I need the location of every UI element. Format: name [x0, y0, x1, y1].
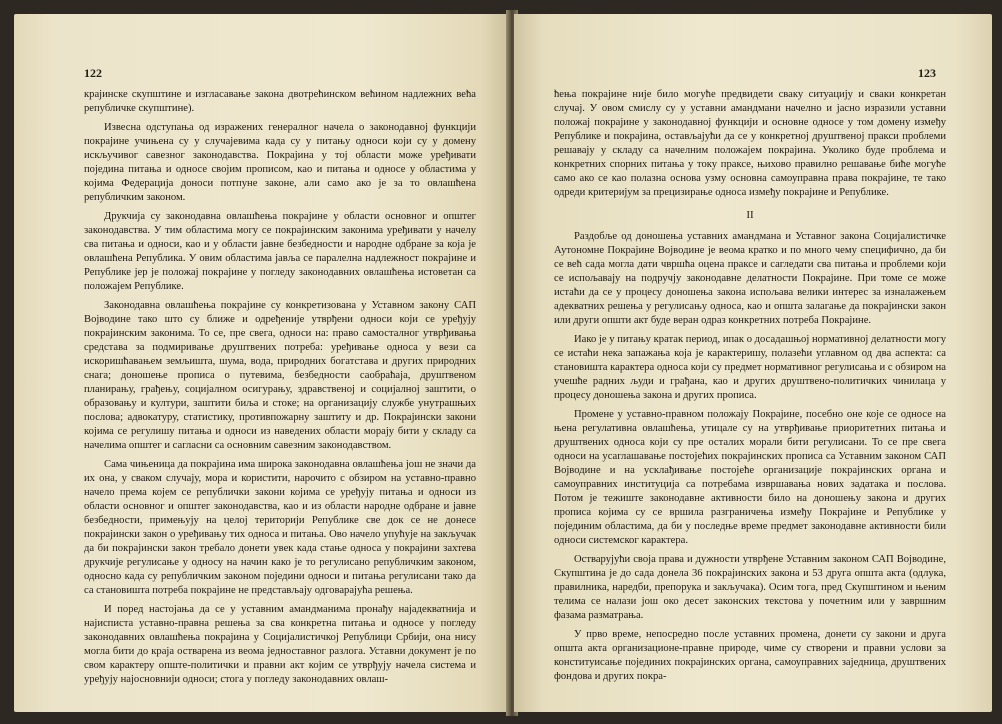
page-number: 122 — [84, 66, 102, 80]
left-page-text — [84, 88, 476, 692]
paragraph: Иако је у питању кратак период, ипак о досадашњој нормативној делатности могу се истаћи нека запажања која је карактеришу, полазећи углавном од два аспекта: са становишта карактера односа који су предмет нормативног регулисања и с обзиром на учешће радних људи и грађана, као и других друштвено-политичких чинилаца у процесу доношења закона и других прописа. — [554, 334, 946, 401]
page-number: 123 — [918, 66, 936, 80]
paragraph: Промене у уставно-правном положају Покрајине, посебно оне које се односе на њена регулативна овлашћења, утицале су на утврђивање приоритетних питања и друштвених односа који су пре осталих морали бити регулисани. То се пре свега односи на усаглашавање постојећих покрајинских прописа са Уставним законом САП Војводине и на усклађивање постојеће организације покрајинских органа и самоуправних институција са потребама извршавања нових задатака и послова. Потом је тежиште законодавне активности било на доношењу закона и других прописа којима су се вршила разграничења између Покрајине и Републике у појединим областима, да би у последње време предмет законодавне активности били односи системског карактера. — [554, 409, 946, 546]
paragraph: Друкчија су законодавна овлашћења покрајине у области основног и општег законодавства. У тим областима могу се покрајинским законима уређивати у начелу сва питања и односи, као и у области јавне безбедности и народне одбране за која је овлашћена Република. У овим областима јавља се паралелна надлежност покрајине и Републике јер је положај покрајине у погледу законодавних овлашћења истоветан са положајем Републике. — [84, 211, 476, 292]
paragraph: И поред настојања да се у уставним амандманима пронађу најадекватнија и најисписта уставно-правна решења за сва конкретна питања и односе у погледу законодавних овлашћења покрајина у Социјалистичкој Републици Србији, она нису могла бити до краја остварена из веома једноставног разлога. Уставни документ је по свом карактеру опште-политички и правни акт којим се утврђују начела система и уређују најосновнији односи; стога у погледу законодавних овлаш- — [84, 604, 476, 685]
paragraph: Раздобље од доношења уставних амандмана и Уставног закона Социјалистичке Аутономне Покрајине Војводине је веома кратко и по много чему специфично, да би се већ сада могла дати чвршћа оцена праксе и сагледати сва питања и проблеми који се испољавају на подручју законодавне делатности Покрајине. При томе се може истаћи да се у процесу доношења закона испољава велики интерес за изналажењем адекватних решења у регулисању односа, као и општа залагање да покрајински закон или други општи акт буде веран одраз конкретних потреба Покрајине. — [554, 231, 946, 326]
paragraph: Сама чињеница да покрајина има широка законодавна овлашћења још не значи да их она, у сваком случају, мора и користити, нарочито с обзиром на уставно-правно начело према којем се републички закони којима се уређују питања и односи из области основног и општег законодавства, као и из области народне одбране и јавне безбедности, примењују на целој територији Републике све док се не донесе покрајински закон о уређивању тих односа и питања. Ово начело упућује на закључак да би покрајински закон требало донети увек када стање односа у покрајини захтева друкчије регулисање у односу на начин како је то регулисано републичким законом, односно када су републичким законом поједини односи и питања регулисани тако да са становишта потреба покрајине не представљају одговарајућа решења. — [84, 459, 476, 596]
left-page — [14, 14, 510, 712]
paragraph: Извесна одступања од изражених генералног начела о законодавној функцији покрајине учињена су у случајевима када су у питању односи који су у домену искључивог савезног законодавства. Покрајина у тој области може уређивати поједина питања и односе својим прописом, као и питања и односе у областима у којима Федерација доноси потпуне законе, али само ако је за то овлашћена републичким законом. — [84, 122, 476, 203]
paragraph: Остварујући своја права и дужности утврђене Уставним законом САП Војводине, Скупштина је до сада донела 36 покрајинских закона и 53 друга општа акта (одлука, правилника, наредби, препорука и закључака). Осим тога, пред Скупштином и њеним телима се налази још око десет законских текстова у почетним или у завршним фазама разматрања. — [554, 554, 946, 621]
paragraph: Законодавна овлашћења покрајине су конкретизована у Уставном закону САП Војводине тако што су ближе и одређеније утврђени односи који се уређују покрајинским законима. То се, пре свега, односи на: право самосталног утврђивања средстава за подмиривање друштвених потреба: уређивање односа у вези са искоришћавањем земљишта, шума, вода, природних богатстава и других природних снага; доношење прописа о путевима, безбедности саобраћаја, друштвеном планирању, грађењу, социјалном осигурању, здравственој и социјалној заштити, о образовању и култури, заштити биља и стоке; на организацију службе унутрашњих послова; адвокатуру, статистику, противпожарну заштиту и др. Покрајински закони којима се регулишу питања и односи из наведених области морају бити у складу са начелима општег и сагласни са основним савезним законодавством. — [84, 300, 476, 451]
right-page — [514, 14, 992, 712]
section-heading: II — [746, 209, 754, 221]
right-page-text — [554, 88, 946, 689]
paragraph: ћења покрајине није било могуће предвидети сваку ситуацију и сваки конкретан случај. У овом смислу су у уставни амандмани начелно и јасно изразили уставни положај покрајине у законодавној функцији и основне односе у том домену између Републике и покрајина, остављајући да се у конкретној друштвеној пракси проблеми решавају у складу са начелним положајем покрајина. Уколико буде проблема и конкретних спорних питања у току праксе, њихово правилно решавање биће могуће само ако се као полазна основа узму основна самоуправна права покрајине, те тако одреди критеријум за прецизирање односа између покрајине и Републике. — [554, 89, 946, 198]
paragraph: У прво време, непосредно после уставних промена, донети су закони и друга општа акта организационе-правне природе, чиме су створени и правни услови за конституисање појединих покрајинских органа, самоуправних заједница, друштвених фондова и других покра- — [554, 629, 946, 682]
paragraph: крајинске скупштине и изгласавање закона двотрећинском већином надлежних већа републичке скупштине). — [84, 89, 476, 114]
